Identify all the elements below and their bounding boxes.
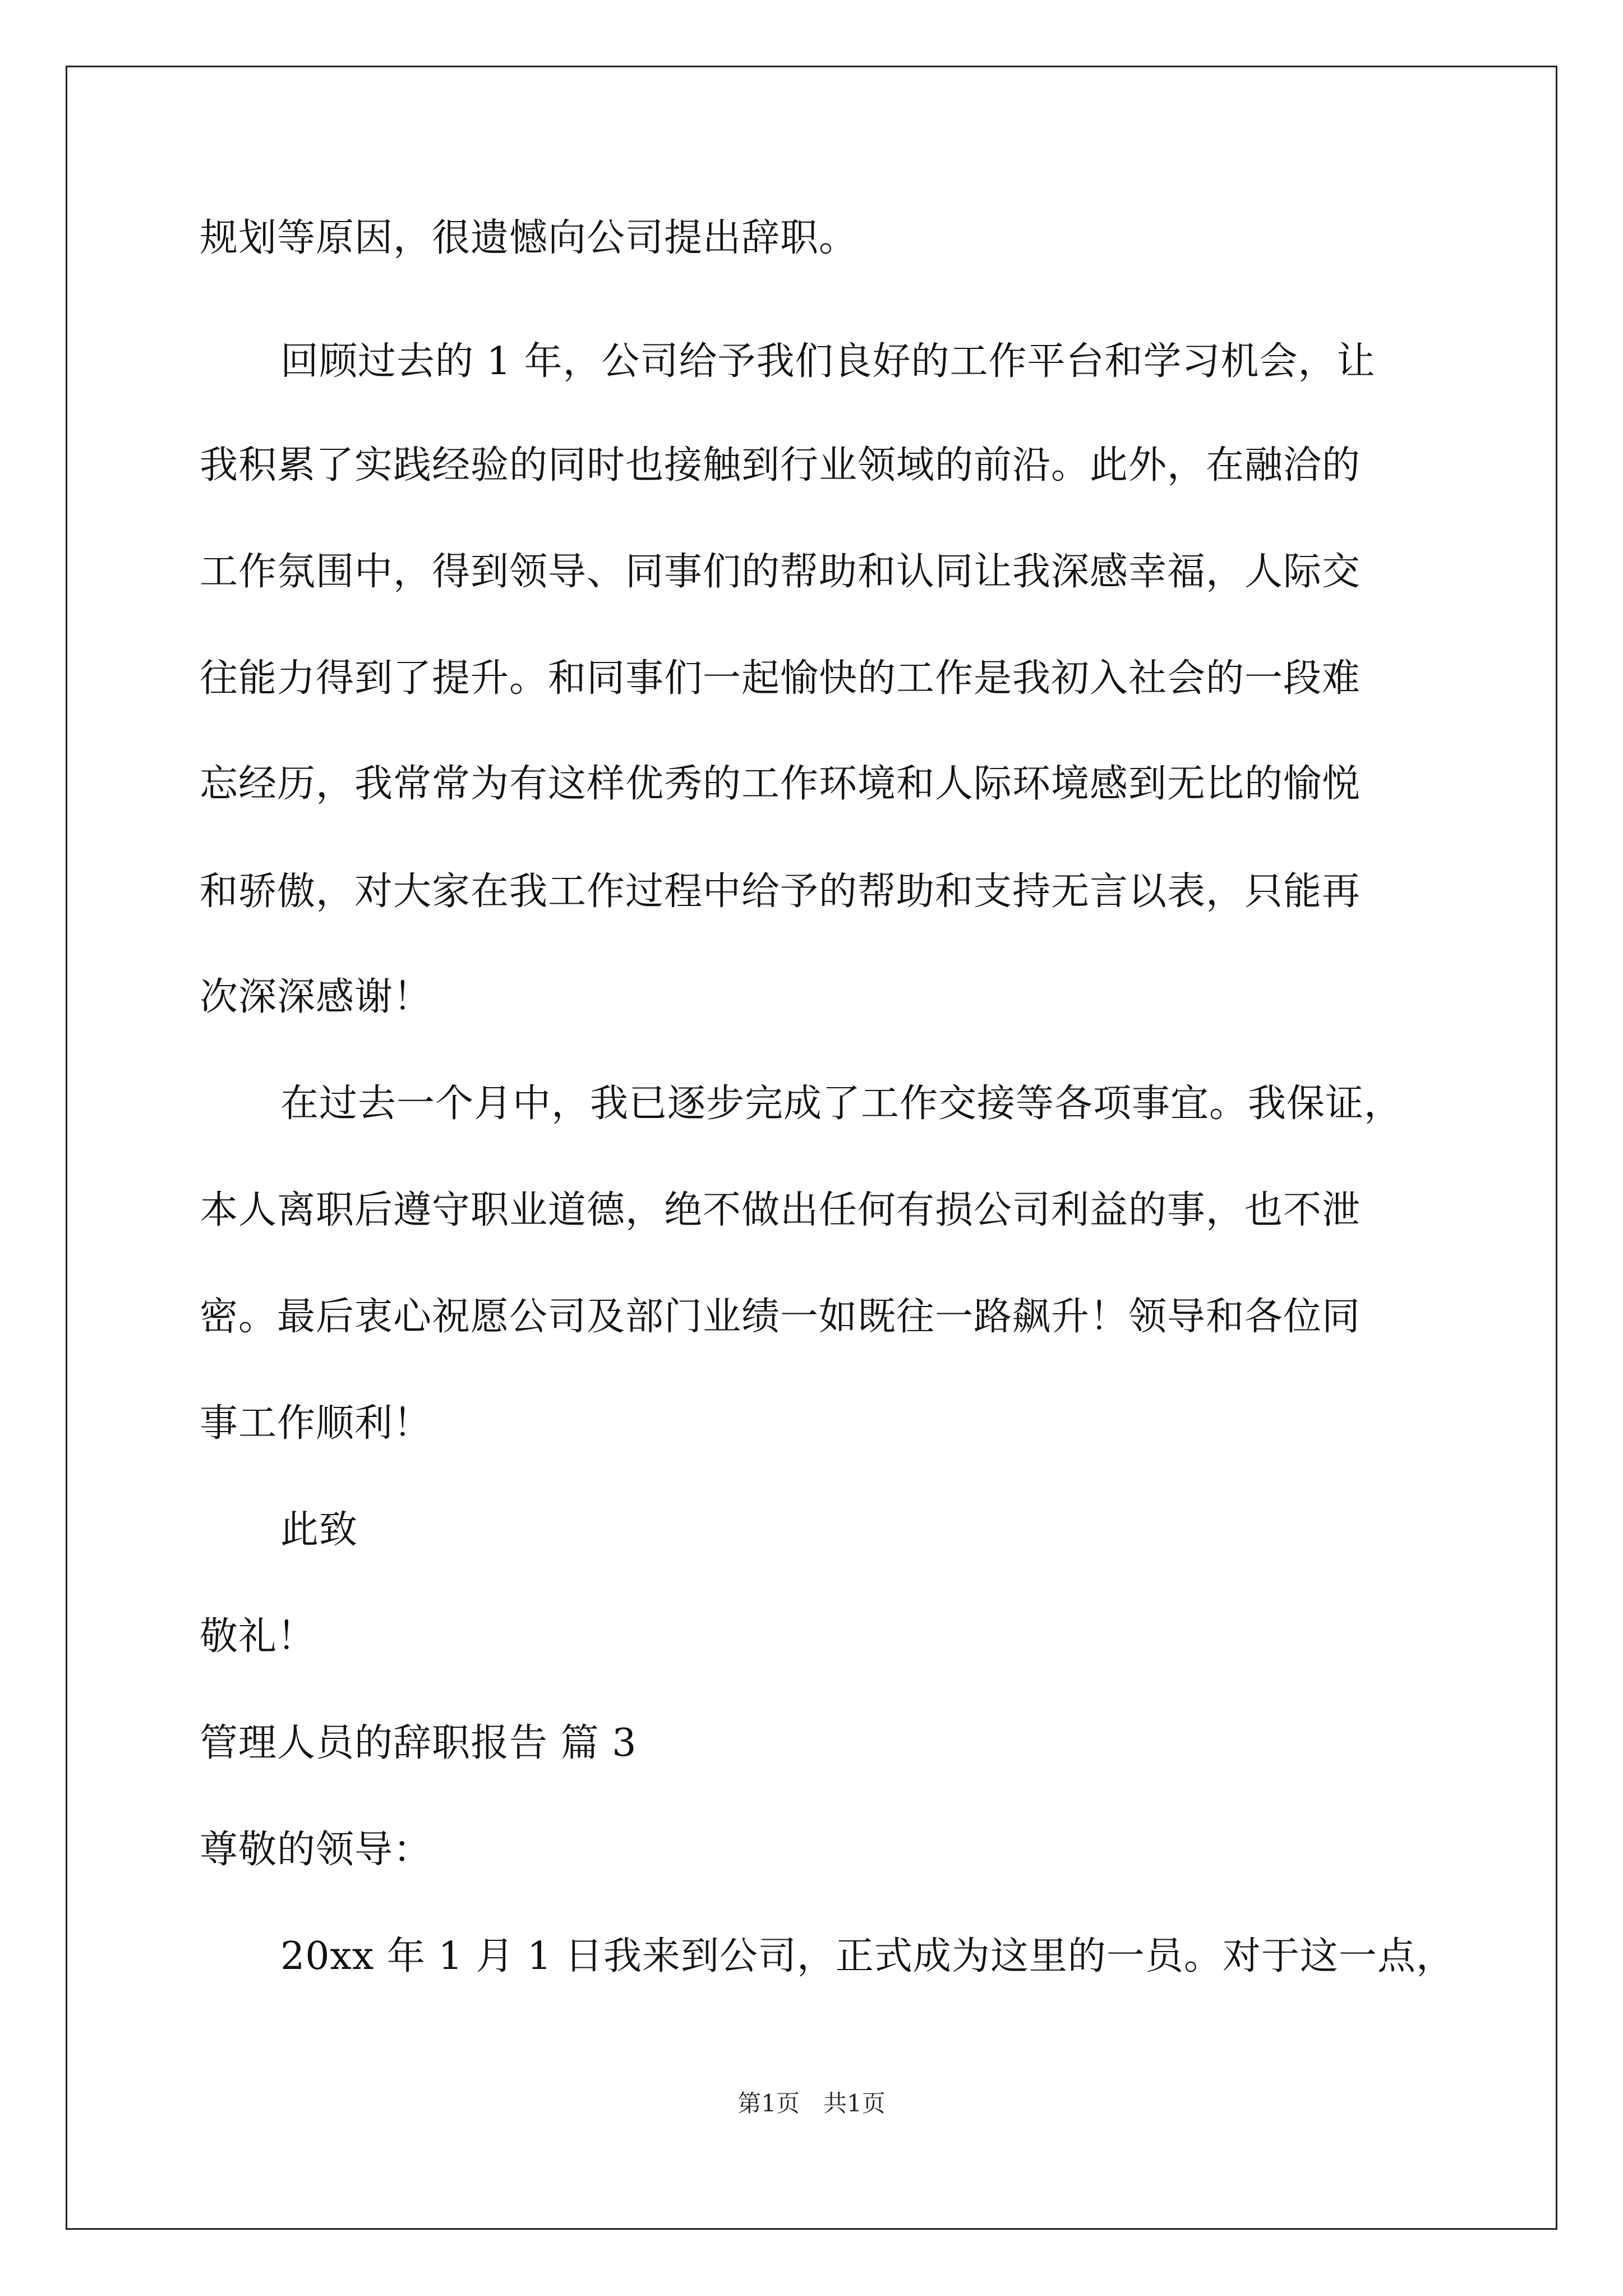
text-line: 本人离职后遵守职业道德，绝不做出任何有损公司利益的事，也不泄 bbox=[200, 1188, 1361, 1232]
text-line: 事工作顺利！ bbox=[200, 1401, 432, 1446]
text-line: 我积累了实践经验的同时也接触到行业领域的前沿。此外，在融洽的 bbox=[200, 443, 1361, 487]
paragraph-start-line: 在过去一个月中，我已逐步完成了工作交接等各项事宜。我保证， bbox=[280, 1082, 1403, 1126]
text-line: 规划等原因，很遗憾向公司提出辞职。 bbox=[200, 216, 858, 260]
greeting: 尊敬的领导： bbox=[200, 1828, 432, 1872]
paragraph-start-line: 回顾过去的 1 年，公司给予我们良好的工作平台和学习机会，让 bbox=[280, 339, 1376, 384]
text-line: 和骄傲，对大家在我工作过程中给予的帮助和支持无言以表，只能再 bbox=[200, 869, 1361, 914]
text-line: 忘经历，我常常为有这样优秀的工作环境和人际环境感到无比的愉悦 bbox=[200, 762, 1361, 806]
page-frame bbox=[66, 66, 1557, 2230]
text-line: 密。最后衷心祝愿公司及部门业绩一如既往一路飙升！领导和各位同 bbox=[200, 1295, 1361, 1339]
closing-regards: 敬礼！ bbox=[200, 1614, 316, 1659]
text-line: 次深深感谢！ bbox=[200, 975, 432, 1019]
paragraph-start-line: 20xx 年 1 月 1 日我来到公司，正式成为这里的一员。对于这一点， bbox=[280, 1934, 1455, 1978]
closing-salutation: 此致 bbox=[280, 1508, 358, 1552]
text-line: 往能力得到了提升。和同事们一起愉快的工作是我初入社会的一段难 bbox=[200, 656, 1361, 701]
page-number-footer: 第1页 共1页 bbox=[737, 2090, 886, 2117]
text-line: 工作氛围中，得到领导、同事们的帮助和认同让我深感幸福，人际交 bbox=[200, 550, 1361, 594]
section-title: 管理人员的辞职报告 篇 3 bbox=[200, 1721, 637, 1765]
